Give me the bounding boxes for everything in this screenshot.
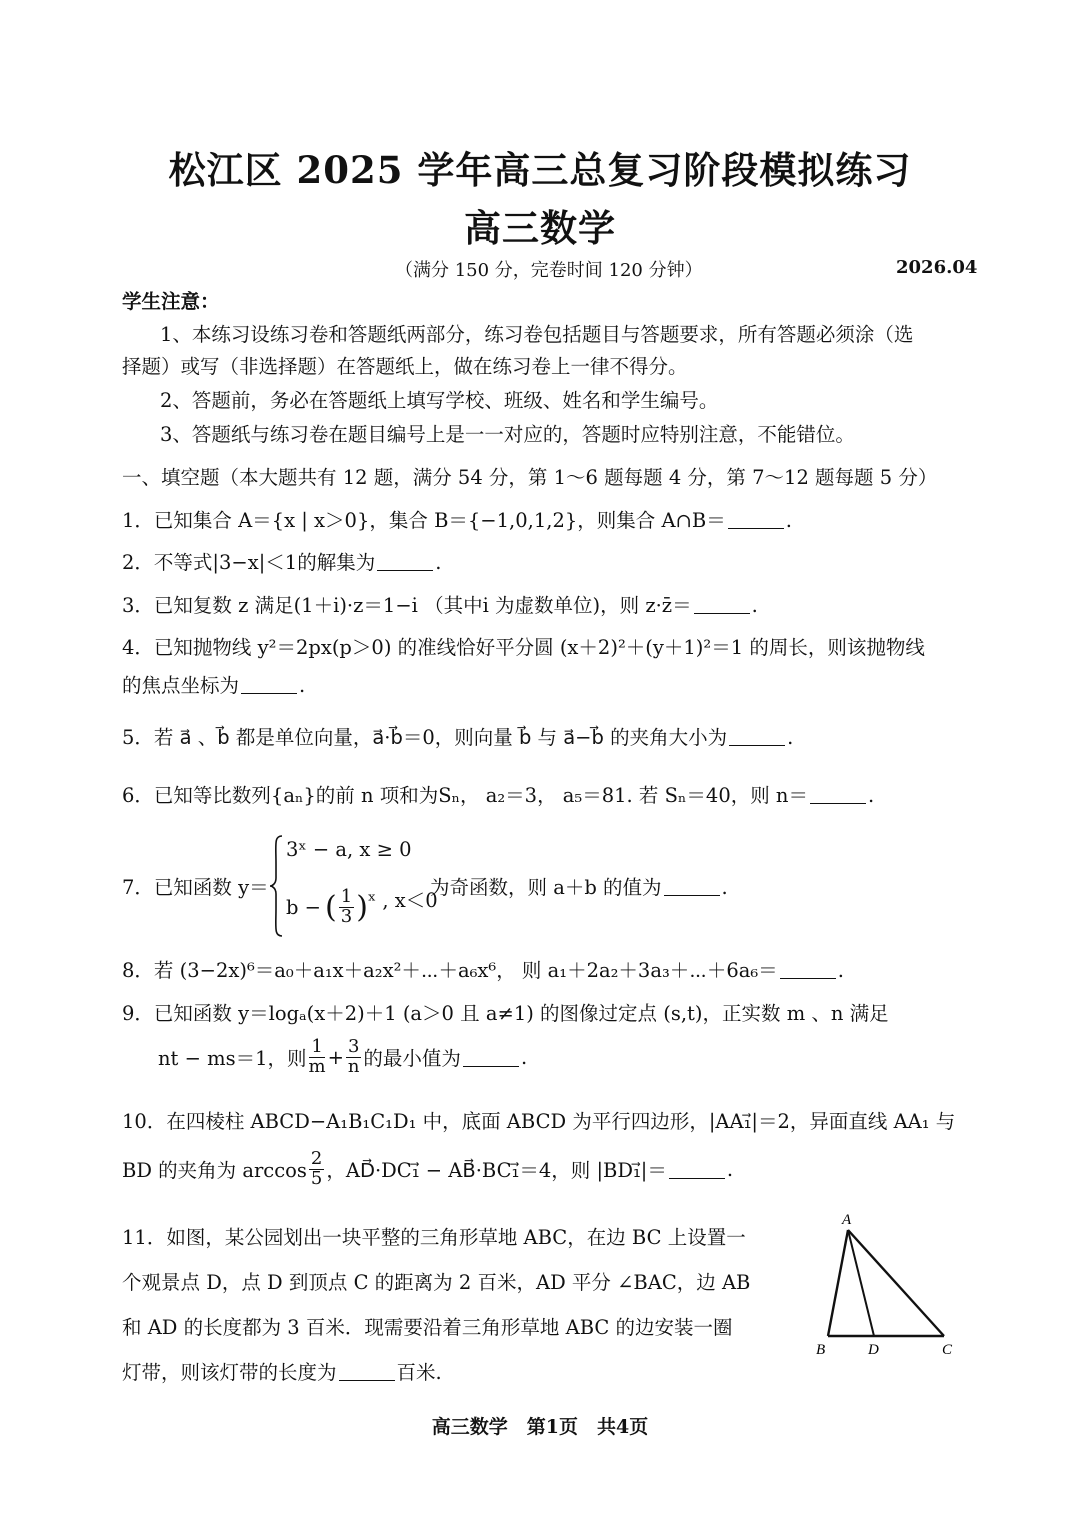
question-3: 3．已知复数 z 满足(1＋i)·z＝1−i （其中i 为虚数单位)，则 z·z̄＝ . (122, 594, 758, 617)
answer-blank-4 (241, 675, 297, 694)
question-10-post: ，AD⃗·DC₁⃗ − AB⃗·BC₁⃗＝4，则 |BD₁⃗|＝ (326, 1159, 667, 1183)
fraction-den: 5 (310, 1167, 323, 1189)
exam-info: （满分 150 分，完卷时间 120 分钟） (395, 260, 703, 281)
question-10: 10．在四棱柱 ABCD−A₁B₁C₁D₁ 中，底面 ABCD 为平行四边形，|AA₁⃗|＝2，异面直线 AA₁ 与 (122, 1110, 956, 1133)
label-d: D (868, 1342, 879, 1358)
question-1: 1．已知集合 A＝{x | x＞0}，集合 B＝{−1,0,1,2}，则集合 A∩B＝ . (122, 509, 792, 532)
fraction-3-over-n (346, 1038, 361, 1077)
question-8-text: 8．若 (3−2x)⁶＝a₀＋a₁x＋a₂x²＋⋯＋a₆x⁶， 则 a₁＋2a₂＋3a₃＋⋯＋6a₆＝ (122, 959, 778, 982)
case-2-pre: b − (286, 895, 322, 919)
answer-blank-10 (669, 1160, 725, 1179)
question-11: 11．如图，某公园划出一块平整的三角形草地 ABC，在边 BC 上设置一 (122, 1226, 746, 1249)
label-b: B (816, 1342, 826, 1358)
paren-right: ) (356, 889, 368, 925)
question-6-text: 6．已知等比数列{aₙ}的前 n 项和为Sₙ， a₂＝3， a₅＝81. 若 Sₙ＝40，则 n＝ (122, 784, 808, 807)
fraction-num: 3 (347, 1036, 360, 1057)
answer-blank-11 (339, 1362, 395, 1381)
fraction-den: m (308, 1055, 326, 1077)
side-ac (848, 1230, 944, 1336)
question-2: 2．不等式|3−x|＜1的解集为 . (122, 551, 442, 574)
question-7-text: 为奇函数，则 a＋b 的值为 (430, 876, 662, 899)
answer-blank-7 (664, 877, 720, 896)
fraction-num: 1 (340, 886, 353, 907)
question-11-line-3: 和 AD 的长度都为 3 百米．现需要沿着三角形草地 ABC 的边安装一圈 (122, 1316, 733, 1339)
fraction-den: 3 (340, 905, 353, 927)
notice-item-1-cont: 择题）或写（非选择题）在答题纸上，做在练习卷上一律不得分。 (122, 355, 688, 378)
label-c: C (942, 1342, 953, 1358)
piecewise-brace (268, 834, 284, 938)
fraction-den: n (347, 1055, 360, 1077)
question-11-line-2: 个观景点 D，点 D 到顶点 C 的距离为 2 百米，AD 平分 ∠BAC，边 AB (122, 1271, 751, 1294)
question-11-pre: 灯带，则该灯带的长度为 (122, 1361, 337, 1384)
paren-left: ( (325, 889, 337, 925)
question-9-cont: nt − ms＝1，则 $\frac{1}{m}$ + $\frac{3}{n}$ 的最小值为 . (158, 1036, 528, 1077)
label-a: A (842, 1212, 852, 1228)
question-5: 5．若 a⃗ 、b⃗ 都是单位向量，a⃗·b⃗＝0，则向量 b⃗ 与 a⃗−b⃗ 的夹角大小为 . (122, 726, 794, 749)
answer-blank-3 (694, 595, 750, 614)
page-title: 松江区 2025 学年高三总复习阶段模拟练习 (168, 148, 912, 192)
question-2-text: 2．不等式|3−x|＜1的解集为 (122, 551, 376, 574)
question-9: 9．已知函数 y＝logₐ(x＋2)＋1 (a＞0 且 a≠1) 的图像过定点 (s,t)，正实数 m 、n 满足 (122, 1002, 889, 1025)
answer-blank-5 (729, 727, 785, 746)
fraction-num: 1 (311, 1036, 323, 1057)
page-footer: 高三数学 第1页 共4页 (431, 1416, 649, 1438)
piecewise-case-1: 3ˣ − a, x ≥ 0 (286, 838, 412, 861)
fraction-one-third (339, 888, 354, 927)
plus-sign: + (327, 1045, 344, 1069)
question-1-text: 1．已知集合 A＝{x | x＞0}，集合 B＝{−1,0,1,2}，则集合 A∩B＝ (122, 509, 726, 532)
triangle-figure (810, 1210, 970, 1360)
answer-blank-6 (810, 785, 866, 804)
question-4: 4．已知抛物线 y²＝2px(p＞0) 的准线恰好平分圆 (x＋2)²＋(y＋1)²＝1 的周长，则该抛物线 (122, 636, 925, 659)
question-11-line-4 (122, 1357, 442, 1385)
question-3-text: 3．已知复数 z 满足(1＋i)·z＝1−i （其中i 为虚数单位)，则 z·z̄＝ (122, 594, 692, 617)
fraction-num: 2 (310, 1148, 323, 1169)
question-8: 8．若 (3−2x)⁶＝a₀＋a₁x＋a₂x²＋⋯＋a₆x⁶， 则 a₁＋2a₂＋3a₃＋⋯＋6a₆＝ . (122, 959, 844, 982)
question-7-prefix: 7．已知函数 y＝ (122, 876, 269, 899)
subject-title: 高三数学 (464, 206, 616, 250)
question-4-cont: 的焦点坐标为 . (122, 674, 306, 697)
question-6: 6．已知等比数列{aₙ}的前 n 项和为Sₙ， a₂＝3， a₅＝81. 若 Sₙ＝40，则 n＝ . (122, 784, 875, 807)
question-11-post: 百米. (396, 1361, 442, 1384)
answer-blank-9 (463, 1048, 519, 1067)
case-2-post: ˣ , x＜0 (367, 889, 438, 913)
notice-heading: 学生注意： (122, 290, 220, 313)
exam-date: 2026.04 (896, 257, 978, 278)
question-10-pre: BD 的夹角为 arccos (122, 1159, 307, 1183)
fraction-1-over-m (309, 1038, 326, 1077)
side-ab (828, 1230, 848, 1336)
question-7: 为奇函数，则 a＋b 的值为 . (430, 876, 728, 899)
answer-blank-8 (780, 960, 836, 979)
question-9-pre: nt − ms＝1，则 (158, 1047, 307, 1071)
question-5-text: 5．若 a⃗ 、b⃗ 都是单位向量，a⃗·b⃗＝0，则向量 b⃗ 与 a⃗−b⃗ 的夹角大小为 (122, 726, 728, 749)
answer-blank-1 (728, 510, 784, 529)
section-heading: 一、填空题（本大题共有 12 题，满分 54 分，第 1～6 题每题 4 分，第 7～12 题每题 5 分） (122, 466, 938, 489)
notice-item-1: 1、本练习设练习卷和答题纸两部分，练习卷包括题目与答题要求，所有答题必须涂（选 (160, 323, 914, 346)
notice-item-2: 2、答题前，务必在答题纸上填写学校、班级、姓名和学生编号。 (160, 389, 719, 412)
answer-blank-2 (377, 552, 433, 571)
piecewise-case-2 (286, 888, 438, 927)
question-4-text: 的焦点坐标为 (122, 674, 240, 697)
question-10-cont: BD 的夹角为 arccos $\frac{2}{5}$ ，AD⃗·DC₁⃗ − AB⃗·BC₁⃗＝4，则 |BD₁⃗|＝ . (122, 1148, 734, 1189)
question-9-post: 的最小值为 (363, 1047, 461, 1071)
fraction-2-over-5 (309, 1150, 324, 1189)
notice-item-3: 3、答题纸与练习卷在题目编号上是一一对应的，答题时应特别注意，不能错位。 (160, 423, 855, 446)
